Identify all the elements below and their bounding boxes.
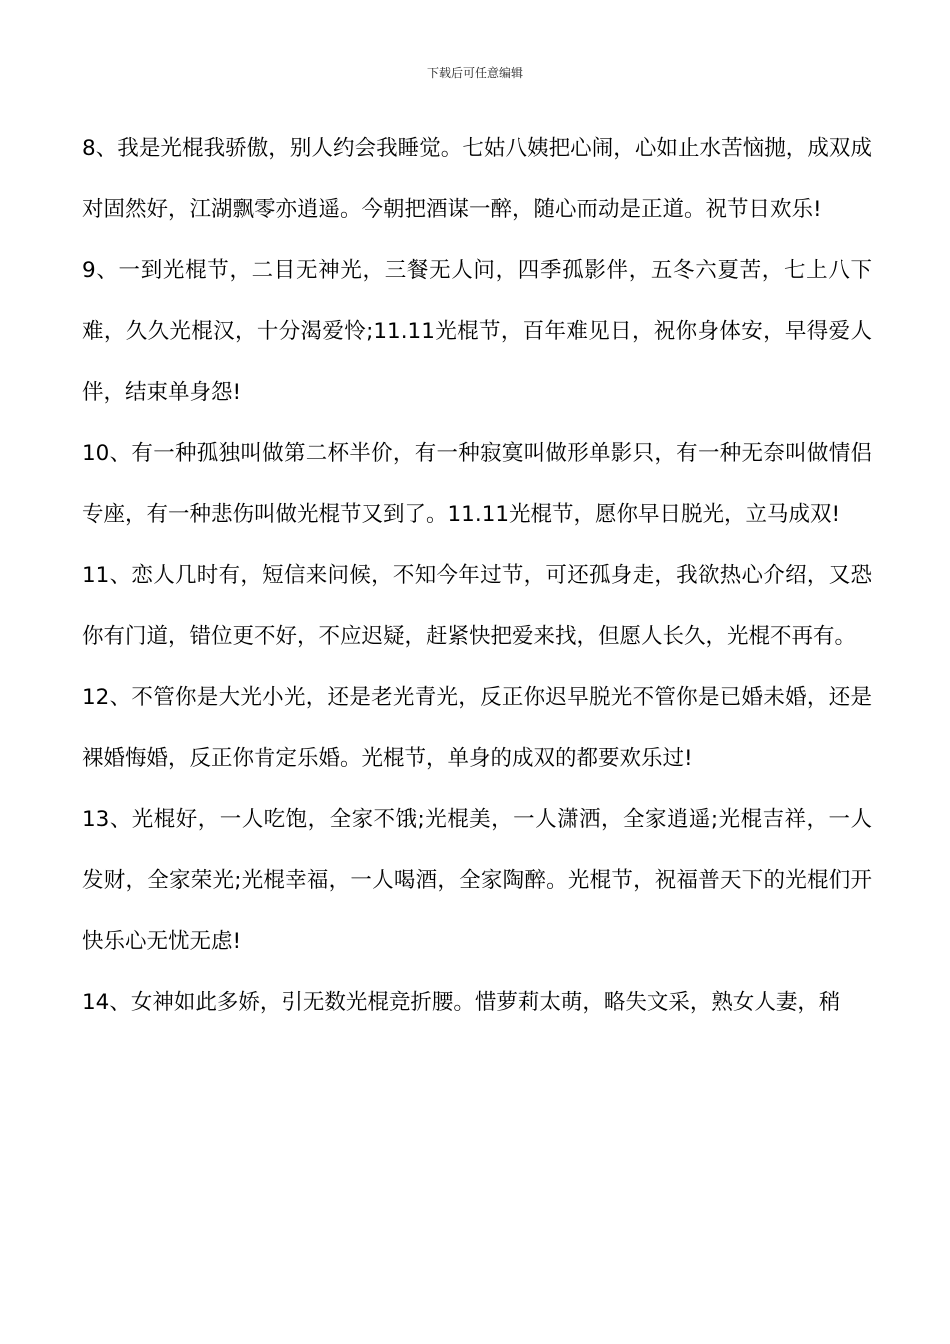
document-body	[82, 118, 872, 1033]
paragraph-14: 14、女神如此多娇，引无数光棍竞折腰。惜萝莉太萌，略失文采，熟女人妻，稍	[82, 990, 841, 1015]
paragraph-10: 10、有一种孤独叫做第二杯半价，有一种寂寞叫做形单影只，有一种无奈叫做情侣专座，有一种悲伤叫做光棍节又到了。11.11光棍节，愿你早日脱光，立马成双!	[82, 441, 872, 527]
paragraph-12: 12、不管你是大光小光，还是老光青光，反正你迟早脱光不管你是已婚未婚，还是裸婚悔婚，反正你肯定乐婚。光棍节，单身的成双的都要欢乐过!	[82, 685, 872, 771]
paragraph-9: 9、一到光棍节，二目无神光，三餐无人问，四季孤影伴，五冬六夏苦，七上八下难，久久光棍汉，十分渴爱怜;11.11光棍节，百年难见日，祝你身体安，早得爱人伴，结束单身怨!	[82, 258, 872, 405]
page-header: 下载后可任意编辑	[426, 66, 523, 80]
paragraph-8: 8、我是光棍我骄傲，别人约会我睡觉。七姑八姨把心闹，心如止水苦恼抛，成双成对固然好，江湖飘零亦逍遥。今朝把酒谋一醉，随心而动是正道。祝节日欢乐!	[82, 136, 872, 222]
paragraph-13: 13、光棍好，一人吃饱，全家不饿;光棍美，一人潇洒，全家逍遥;光棍吉祥，一人发财，全家荣光;光棍幸福，一人喝酒，全家陶醉。光棍节，祝福普天下的光棍们开快乐心无忧无虑!	[82, 807, 872, 954]
paragraph-11: 11、恋人几时有，短信来问候，不知今年过节，可还孤身走，我欲热心介绍，又恐你有门道，错位更不好，不应迟疑，赶紧快把爱来找，但愿人长久，光棍不再有。	[82, 563, 872, 649]
